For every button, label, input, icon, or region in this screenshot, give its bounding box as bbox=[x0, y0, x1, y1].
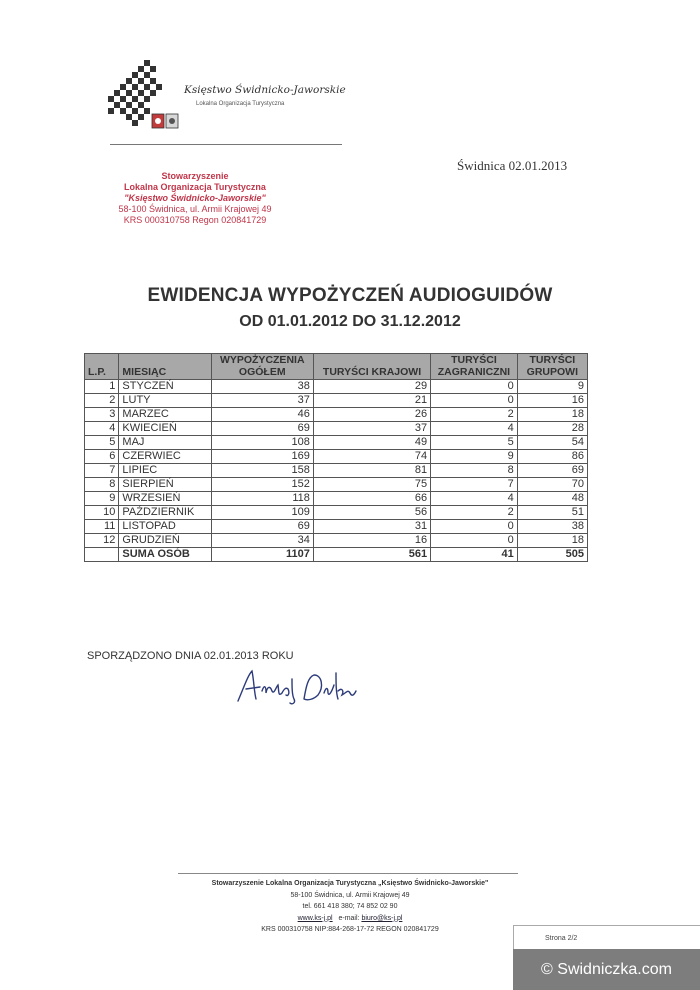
page-corner-line bbox=[513, 925, 700, 926]
rentals-table bbox=[84, 353, 588, 562]
row-rentals: 158 bbox=[211, 464, 313, 478]
document-date: Świdnica 02.01.2013 bbox=[457, 158, 568, 173]
footer-address: 58-100 Świdnica, ul. Armii Krajowej 49 bbox=[290, 891, 410, 899]
header-domestic: TURYŚCI KRAJOWI bbox=[313, 354, 430, 380]
row-group: 38 bbox=[517, 520, 587, 534]
header-foreign-line1: TURYŚCI bbox=[451, 354, 497, 366]
row-group: 54 bbox=[517, 436, 587, 450]
footer-divider bbox=[178, 873, 518, 874]
row-lp: 11 bbox=[85, 520, 119, 534]
row-lp: 5 bbox=[85, 436, 119, 450]
table-row bbox=[85, 534, 588, 548]
row-foreign: 8 bbox=[431, 464, 518, 478]
row-rentals: 37 bbox=[211, 394, 313, 408]
footer-web-row bbox=[150, 913, 550, 925]
row-foreign: 4 bbox=[431, 422, 518, 436]
table-sum-row bbox=[85, 548, 588, 562]
footer bbox=[150, 878, 550, 936]
footer-org-name: Stowarzyszenie Lokalna Organizacja Turystyczna „Księstwo Świdnicko-Jaworskie" bbox=[211, 880, 489, 887]
row-rentals: 69 bbox=[211, 520, 313, 534]
row-domestic: 74 bbox=[313, 450, 430, 464]
row-rentals: 169 bbox=[211, 450, 313, 464]
table-row bbox=[85, 408, 588, 422]
row-month: GRUDZIEŃ bbox=[119, 534, 211, 548]
stamp-line-1: Stowarzyszenie bbox=[161, 171, 229, 181]
row-domestic: 29 bbox=[313, 380, 430, 394]
footer-registry: KRS 000310758 NIP:884-268-17-72 REGON 020841729 bbox=[261, 926, 439, 933]
row-domestic: 37 bbox=[313, 422, 430, 436]
row-lp: 3 bbox=[85, 408, 119, 422]
chessboard-logo-icon bbox=[108, 58, 188, 138]
row-foreign: 4 bbox=[431, 492, 518, 506]
row-domestic: 26 bbox=[313, 408, 430, 422]
row-rentals: 118 bbox=[211, 492, 313, 506]
row-foreign: 5 bbox=[431, 436, 518, 450]
header-lp: L.P. bbox=[85, 354, 119, 380]
row-month: PAŹDZIERNIK bbox=[119, 506, 211, 520]
sum-domestic: 561 bbox=[313, 548, 430, 562]
row-group: 18 bbox=[517, 408, 587, 422]
table-row bbox=[85, 436, 588, 450]
row-group: 86 bbox=[517, 450, 587, 464]
table-row bbox=[85, 492, 588, 506]
row-lp: 4 bbox=[85, 422, 119, 436]
row-domestic: 56 bbox=[313, 506, 430, 520]
page-number: Strona 2/2 bbox=[545, 935, 578, 942]
row-lp: 2 bbox=[85, 394, 119, 408]
stamp-line-2: Lokalna Organizacja Turystyczna bbox=[124, 182, 266, 192]
row-foreign: 0 bbox=[431, 520, 518, 534]
table-row bbox=[85, 422, 588, 436]
row-lp: 8 bbox=[85, 478, 119, 492]
row-lp: 12 bbox=[85, 534, 119, 548]
row-lp: 9 bbox=[85, 492, 119, 506]
row-group: 16 bbox=[517, 394, 587, 408]
header-rentals-line1: WYPOŻYCZENIA bbox=[219, 354, 305, 366]
row-foreign: 9 bbox=[431, 450, 518, 464]
document-title: EWIDENCJA WYPOŻYCZEŃ AUDIOGUIDÓW bbox=[147, 285, 553, 306]
table-row bbox=[85, 464, 588, 478]
row-group: 51 bbox=[517, 506, 587, 520]
footer-website-link[interactable]: www.ks-j.pl bbox=[297, 914, 333, 922]
row-rentals: 34 bbox=[211, 534, 313, 548]
page-corner-line-vertical bbox=[513, 925, 514, 949]
row-month: LUTY bbox=[119, 394, 211, 408]
table-row bbox=[85, 394, 588, 408]
header-rentals-total bbox=[211, 354, 313, 380]
row-month: MARZEC bbox=[119, 408, 211, 422]
header-divider bbox=[110, 144, 342, 145]
row-group: 28 bbox=[517, 422, 587, 436]
table-row bbox=[85, 380, 588, 394]
row-group: 18 bbox=[517, 534, 587, 548]
footer-phone: tel. 661 418 380; 74 852 02 90 bbox=[302, 903, 398, 910]
footer-email-link[interactable]: biuro@ks-j.pl bbox=[361, 914, 403, 922]
row-rentals: 109 bbox=[211, 506, 313, 520]
watermark: © Swidniczka.com bbox=[513, 949, 700, 990]
row-month: MAJ bbox=[119, 436, 211, 450]
sum-rentals: 1107 bbox=[211, 548, 313, 562]
row-lp: 6 bbox=[85, 450, 119, 464]
row-foreign: 0 bbox=[431, 380, 518, 394]
row-foreign: 7 bbox=[431, 478, 518, 492]
row-month: STYCZEŃ bbox=[119, 380, 211, 394]
header-month: MIESIĄC bbox=[119, 354, 211, 380]
row-month: LIPIEC bbox=[119, 464, 211, 478]
row-domestic: 81 bbox=[313, 464, 430, 478]
footer-email-label: e-mail: bbox=[338, 914, 360, 922]
row-domestic: 66 bbox=[313, 492, 430, 506]
row-domestic: 75 bbox=[313, 478, 430, 492]
header-group-line2: GRUPOWI bbox=[526, 366, 579, 378]
sum-lp-empty bbox=[85, 548, 119, 562]
header-group-line1: TURYŚCI bbox=[529, 354, 576, 366]
row-group: 69 bbox=[517, 464, 587, 478]
row-foreign: 0 bbox=[431, 534, 518, 548]
table-row bbox=[85, 478, 588, 492]
row-domestic: 21 bbox=[313, 394, 430, 408]
row-rentals: 108 bbox=[211, 436, 313, 450]
row-domestic: 49 bbox=[313, 436, 430, 450]
table-row bbox=[85, 506, 588, 520]
table-body bbox=[85, 380, 588, 562]
logo-subtitle: Lokalna Organizacja Turystyczna bbox=[196, 101, 285, 107]
row-foreign: 0 bbox=[431, 394, 518, 408]
row-lp: 7 bbox=[85, 464, 119, 478]
row-domestic: 31 bbox=[313, 520, 430, 534]
row-group: 9 bbox=[517, 380, 587, 394]
table-row bbox=[85, 520, 588, 534]
table-header-row bbox=[85, 354, 588, 380]
row-rentals: 38 bbox=[211, 380, 313, 394]
signature bbox=[232, 665, 362, 707]
stamp-line-3: "Księstwo Świdnicko-Jaworskie" bbox=[124, 193, 266, 203]
row-group: 70 bbox=[517, 478, 587, 492]
row-lp: 1 bbox=[85, 380, 119, 394]
organization-stamp bbox=[106, 171, 284, 226]
row-rentals: 69 bbox=[211, 422, 313, 436]
sum-group: 505 bbox=[517, 548, 587, 562]
logo-title: Księstwo Świdnicko-Jaworskie bbox=[184, 84, 346, 96]
header-foreign bbox=[431, 354, 518, 380]
row-month: SIERPIEŃ bbox=[119, 478, 211, 492]
row-month: CZERWIEC bbox=[119, 450, 211, 464]
row-month: LISTOPAD bbox=[119, 520, 211, 534]
row-lp: 10 bbox=[85, 506, 119, 520]
stamp-line-4: 58-100 Świdnica, ul. Armii Krajowej 49 bbox=[118, 204, 272, 214]
row-rentals: 152 bbox=[211, 478, 313, 492]
sum-label: SUMA OSÓB bbox=[119, 548, 211, 562]
row-rentals: 46 bbox=[211, 408, 313, 422]
table-row bbox=[85, 450, 588, 464]
header-rentals-line2: OGÓŁEM bbox=[238, 366, 286, 378]
row-month: WRZESIEŃ bbox=[119, 492, 211, 506]
prepared-date: SPORZĄDZONO DNIA 02.01.2013 ROKU bbox=[87, 650, 294, 662]
header-group bbox=[517, 354, 587, 380]
stamp-line-5: KRS 000310758 Regon 020841729 bbox=[123, 215, 267, 225]
header-foreign-line2: ZAGRANICZNI bbox=[437, 366, 511, 378]
row-group: 48 bbox=[517, 492, 587, 506]
row-domestic: 16 bbox=[313, 534, 430, 548]
document-period: OD 01.01.2012 DO 31.12.2012 bbox=[239, 313, 461, 330]
row-month: KWIECIEŃ bbox=[119, 422, 211, 436]
row-foreign: 2 bbox=[431, 506, 518, 520]
sum-foreign: 41 bbox=[431, 548, 518, 562]
row-foreign: 2 bbox=[431, 408, 518, 422]
